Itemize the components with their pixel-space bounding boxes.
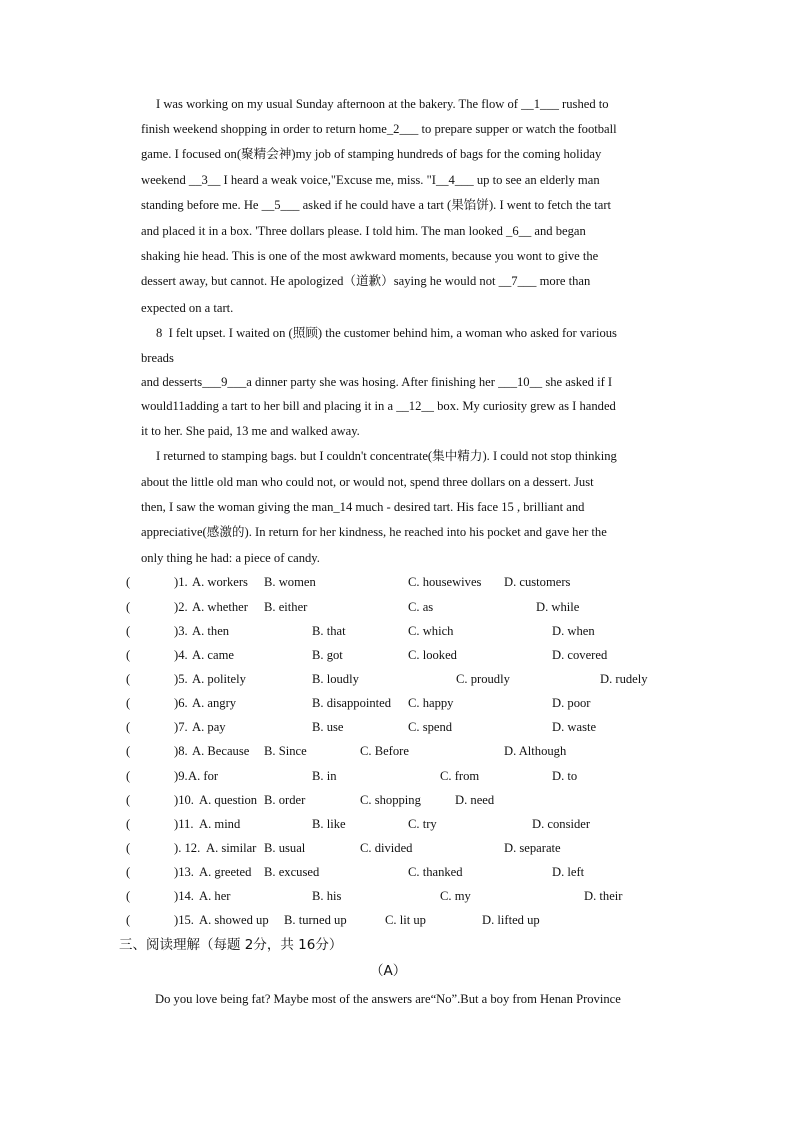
option-a[interactable]: A. question — [199, 793, 258, 807]
option-c[interactable]: C. spend — [408, 720, 453, 734]
option-d[interactable]: D. need — [455, 793, 495, 807]
question-number: )14. — [174, 889, 194, 903]
question-number: )6. — [174, 696, 188, 710]
passage-line: then, I saw the woman giving the man_14 much - desired tart. His face 15 , brilliant and — [141, 500, 585, 514]
option-a[interactable]: A. mind — [199, 817, 241, 831]
answer-paren[interactable]: ( — [126, 648, 131, 662]
passage-line: game. I focused on(聚精会神)my job of stamping hundreds of bags for the coming holiday — [141, 147, 602, 161]
option-a[interactable]: A. pay — [192, 720, 226, 734]
answer-paren[interactable]: ( — [126, 624, 131, 638]
section-heading: 三、阅读理解（每题 2分，共 16分） — [119, 937, 343, 953]
option-d[interactable]: D. customers — [504, 575, 571, 589]
question-number: )1. — [174, 575, 188, 589]
passage-line: about the little old man who could not, or would not, spend three dollars on a dessert. Just — [141, 475, 594, 489]
answer-paren[interactable]: ( — [126, 575, 131, 589]
answer-paren[interactable]: ( — [126, 793, 131, 807]
option-d[interactable]: D. when — [552, 624, 595, 638]
option-b[interactable]: B. disappointed — [312, 696, 392, 710]
option-d[interactable]: D. to — [552, 769, 578, 783]
passage-line: it to her. She paid, 13 me and walked away. — [141, 424, 360, 438]
option-c[interactable]: C. try — [408, 817, 437, 831]
question-number: )2. — [174, 600, 188, 614]
passage-line: dessert away, but cannot. He apologized（道歉）saying he would not __7___ more than — [141, 274, 591, 288]
answer-paren[interactable]: ( — [126, 769, 131, 783]
option-c[interactable]: C. from — [440, 769, 480, 783]
option-d[interactable]: D. consider — [532, 817, 591, 831]
passage-line: finish weekend shopping in order to return home_2___ to prepare supper or watch the football — [141, 122, 617, 136]
option-a[interactable]: A. angry — [192, 696, 237, 710]
passage-line: shaking hie head. This is one of the most awkward moments, because you wont to give the — [141, 249, 599, 263]
passage-line: weekend __3__ I heard a weak voice,"Excuse me, miss. "I__4___ up to see an elderly man — [141, 173, 600, 187]
option-c[interactable]: C. thanked — [408, 865, 463, 879]
option-c[interactable]: C. shopping — [360, 793, 421, 807]
option-a[interactable]: A. greeted — [199, 865, 252, 879]
option-d[interactable]: D. left — [552, 865, 585, 879]
passage-line: standing before me. He __5___ asked if he could have a tart (果馅饼). I went to fetch the tart — [141, 198, 612, 212]
option-d[interactable]: D. separate — [504, 841, 561, 855]
option-a[interactable]: A. her — [199, 889, 231, 903]
reading-first-line: Do you love being fat? Maybe most of the answers are“No”.But a boy from Henan Province — [155, 992, 621, 1006]
passage-line: only thing he had: a piece of candy. — [141, 551, 320, 565]
question-number: ). 12. — [174, 841, 201, 855]
option-c[interactable]: C. proudly — [456, 672, 510, 686]
question-number: )7. — [174, 720, 188, 734]
option-b[interactable]: B. either — [264, 600, 308, 614]
answer-paren[interactable]: ( — [126, 817, 131, 831]
option-d[interactable]: D. poor — [552, 696, 591, 710]
passage-line: I was working on my usual Sunday afternoon at the bakery. The flow of __1___ rushed to — [156, 97, 609, 111]
passage-line: and placed it in a box. 'Three dollars please. I told him. The man looked _6__ and began — [141, 224, 586, 238]
option-d[interactable]: D. their — [584, 889, 623, 903]
question-number: )15. — [174, 913, 194, 927]
question-number: )10. — [174, 793, 194, 807]
option-b[interactable]: B. women — [264, 575, 316, 589]
passage-line: I returned to stamping bags. but I couldn't concentrate(集中精力). I could not stop thinking — [156, 449, 617, 463]
answer-paren[interactable]: ( — [126, 672, 131, 686]
answer-paren[interactable]: ( — [126, 841, 131, 855]
option-a[interactable]: A. similar — [206, 841, 257, 855]
answer-paren[interactable]: ( — [126, 744, 131, 758]
option-d[interactable]: D. covered — [552, 648, 608, 662]
option-b[interactable]: B. in — [312, 769, 337, 783]
option-a[interactable]: A. workers — [192, 575, 248, 589]
question-number: )4. — [174, 648, 188, 662]
question-number: )3. — [174, 624, 188, 638]
option-b[interactable]: B. usual — [264, 841, 306, 855]
passage-line: would11adding a tart to her bill and placing it in a __12__ box. My curiosity grew as I handed — [141, 399, 616, 413]
option-b[interactable]: B. Since — [264, 744, 307, 758]
passage-line: breads — [141, 351, 174, 365]
option-c[interactable]: C. lit up — [385, 913, 426, 927]
option-d[interactable]: D. Although — [504, 744, 567, 758]
passage-line: appreciative(感激的). In return for her kindness, he reached into his pocket and gave her the — [141, 525, 607, 539]
option-d[interactable]: D. waste — [552, 720, 597, 734]
option-b[interactable]: B. turned up — [284, 913, 347, 927]
option-a[interactable]: A. whether — [192, 600, 248, 614]
option-a[interactable]: A. politely — [192, 672, 246, 686]
option-b[interactable]: B. got — [312, 648, 343, 662]
option-c[interactable]: C. looked — [408, 648, 457, 662]
option-c[interactable]: C. which — [408, 624, 454, 638]
option-a[interactable]: A. Because — [192, 744, 250, 758]
option-a[interactable]: A. showed up — [199, 913, 269, 927]
option-c[interactable]: C. housewives — [408, 575, 482, 589]
option-b[interactable]: B. loudly — [312, 672, 359, 686]
option-b[interactable]: B. his — [312, 889, 342, 903]
option-d[interactable]: D. lifted up — [482, 913, 540, 927]
passage-label: （A） — [370, 963, 407, 979]
option-b[interactable]: B. excused — [264, 865, 320, 879]
answer-paren[interactable]: ( — [126, 865, 131, 879]
option-a[interactable]: A. then — [192, 624, 230, 638]
option-c[interactable]: C. Before — [360, 744, 409, 758]
option-a[interactable]: A. came — [192, 648, 234, 662]
option-b[interactable]: B. that — [312, 624, 346, 638]
question-number: )8. — [174, 744, 188, 758]
option-b[interactable]: B. use — [312, 720, 344, 734]
passage-line: and desserts___9___a dinner party she was hosing. After finishing her ___10__ she asked if I — [141, 375, 613, 389]
answer-paren[interactable]: ( — [126, 600, 131, 614]
option-c[interactable]: C. my — [440, 889, 471, 903]
option-b[interactable]: B. order — [264, 793, 306, 807]
option-c[interactable]: C. divided — [360, 841, 413, 855]
answer-paren[interactable]: ( — [126, 720, 131, 734]
question-number: )11. — [174, 817, 194, 831]
passage-line: 8 I felt upset. I waited on (照顾) the customer behind him, a woman who asked for various — [156, 326, 617, 340]
option-b[interactable]: B. like — [312, 817, 346, 831]
option-a[interactable]: A. for — [188, 769, 219, 783]
answer-paren[interactable]: ( — [126, 696, 131, 710]
question-number: )9. — [174, 769, 188, 783]
passage-line: expected on a tart. — [141, 301, 234, 315]
option-d[interactable]: D. while — [536, 600, 580, 614]
option-c[interactable]: C. happy — [408, 696, 454, 710]
answer-paren[interactable]: ( — [126, 889, 131, 903]
answer-paren[interactable]: ( — [126, 913, 131, 927]
option-c[interactable]: C. as — [408, 600, 434, 614]
option-d[interactable]: D. rudely — [600, 672, 648, 686]
question-number: )13. — [174, 865, 194, 879]
question-number: )5. — [174, 672, 188, 686]
